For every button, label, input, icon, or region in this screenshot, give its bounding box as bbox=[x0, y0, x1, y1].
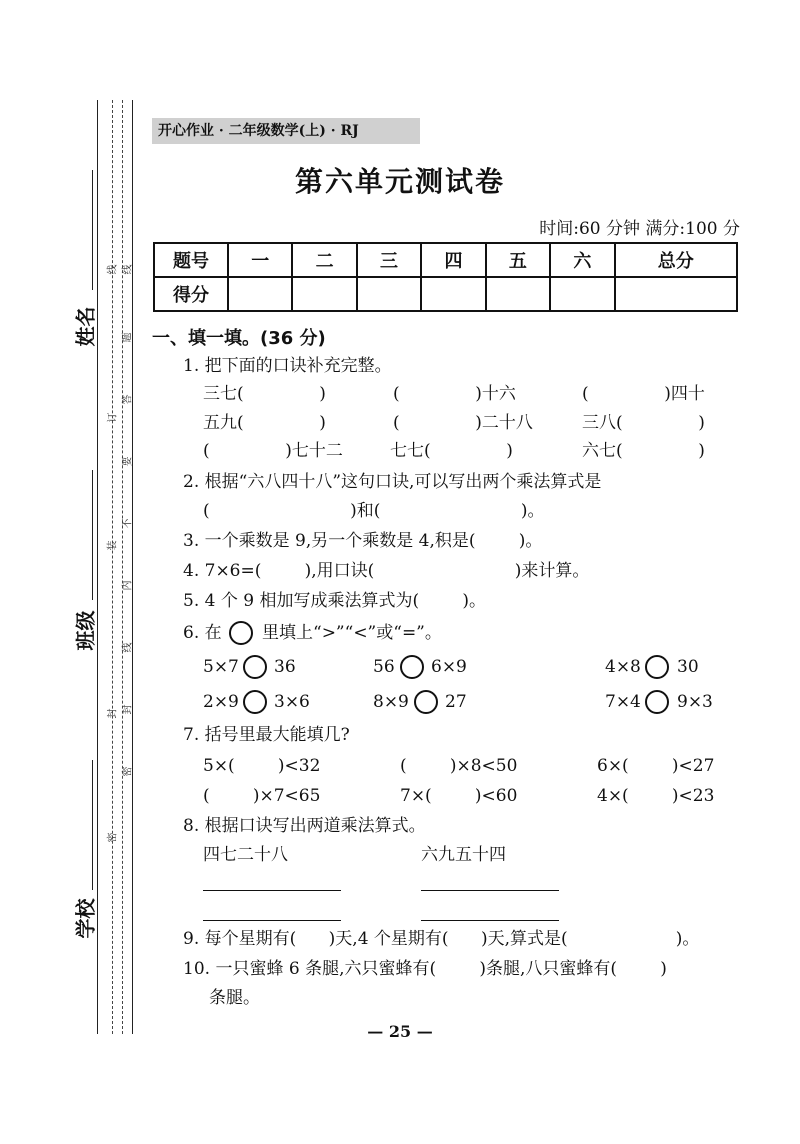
answer-line[interactable] bbox=[421, 920, 559, 921]
compare-circle[interactable] bbox=[645, 655, 669, 679]
question-7-prompt: 7. 括号里最大能填几? bbox=[183, 725, 350, 745]
seal-char: 封 bbox=[107, 708, 119, 719]
question-9[interactable]: 9. 每个星期有( )天,4 个星期有( )天,算式是( )。 bbox=[183, 929, 700, 949]
score-table-cell: 总分 bbox=[615, 243, 737, 277]
time-score-info: 时间:60 分钟 满分:100 分 bbox=[539, 219, 740, 239]
question-1-prompt: 1. 把下面的口诀补充完整。 bbox=[183, 356, 392, 376]
seal-char: 线 bbox=[122, 642, 134, 653]
question-10-line2: 条腿。 bbox=[209, 988, 260, 1008]
q8-rhyme-right: 六九五十四 bbox=[421, 845, 506, 865]
q7-blank[interactable]: 6×( )<27 bbox=[597, 756, 715, 776]
answer-line[interactable] bbox=[421, 890, 559, 891]
score-table-cell: 题号 bbox=[154, 243, 228, 277]
compare-left: 2×9 bbox=[203, 692, 239, 712]
seal-char: 内 bbox=[122, 580, 134, 591]
seal-char: 线 bbox=[122, 264, 134, 275]
score-table-score-row bbox=[154, 277, 737, 311]
q1-blank[interactable]: 三七( ) bbox=[203, 384, 326, 404]
q1-blank[interactable]: ( )二十八 bbox=[393, 413, 533, 433]
q7-blank[interactable]: ( )×7<65 bbox=[203, 786, 321, 806]
q2-blanks[interactable]: ( )和( )。 bbox=[203, 501, 545, 521]
answer-line[interactable] bbox=[203, 920, 341, 921]
question-6-prompt-b: 里填上“>”“<”或“=”。 bbox=[262, 623, 442, 643]
compare-right: 36 bbox=[274, 657, 296, 677]
compare-left: 7×4 bbox=[605, 692, 641, 712]
score-table-cell: 五 bbox=[486, 243, 550, 277]
seal-char: 线 bbox=[107, 264, 119, 275]
circle-icon bbox=[229, 621, 253, 645]
score-table-cell: 六 bbox=[550, 243, 614, 277]
q1-blank[interactable]: ( )七十二 bbox=[203, 441, 343, 461]
margin-line bbox=[97, 100, 98, 1034]
question-8-prompt: 8. 根据口诀写出两道乘法算式。 bbox=[183, 816, 426, 836]
q1-blank[interactable]: 七七( ) bbox=[390, 441, 513, 461]
compare-right: 30 bbox=[677, 657, 699, 677]
margin-line bbox=[132, 100, 133, 1034]
margin-dashed-line bbox=[112, 100, 113, 1034]
compare-circle[interactable] bbox=[243, 690, 267, 714]
q1-blank[interactable]: 三八( ) bbox=[582, 413, 705, 433]
q7-blank[interactable]: 5×( )<32 bbox=[203, 756, 321, 776]
score-input-cell[interactable] bbox=[228, 277, 292, 311]
name-label: 姓名 bbox=[73, 306, 98, 347]
q7-blank[interactable]: 4×( )<23 bbox=[597, 786, 715, 806]
seal-char: 装 bbox=[107, 540, 119, 551]
score-input-cell[interactable] bbox=[550, 277, 614, 311]
compare-circle[interactable] bbox=[645, 690, 669, 714]
seal-char: 题 bbox=[122, 332, 134, 343]
score-input-cell[interactable] bbox=[421, 277, 485, 311]
q1-blank[interactable]: ( )十六 bbox=[393, 384, 516, 404]
q7-blank[interactable]: 7×( )<60 bbox=[400, 786, 518, 806]
compare-circle[interactable] bbox=[243, 655, 267, 679]
question-3[interactable]: 3. 一个乘数是 9,另一个乘数是 4,积是( )。 bbox=[183, 531, 543, 551]
seal-char: 封 bbox=[122, 704, 134, 715]
q1-blank[interactable]: 六七( ) bbox=[582, 441, 705, 461]
compare-right: 3×6 bbox=[274, 692, 310, 712]
score-table-cell: 一 bbox=[228, 243, 292, 277]
seal-char: 密 bbox=[122, 766, 134, 777]
school-underline bbox=[92, 760, 94, 890]
compare-right: 27 bbox=[445, 692, 467, 712]
compare-circle[interactable] bbox=[414, 690, 438, 714]
score-table-cell: 三 bbox=[357, 243, 421, 277]
question-2-prompt: 2. 根据“六八四十八”这句口诀,可以写出两个乘法算式是 bbox=[183, 472, 602, 492]
score-input-cell[interactable] bbox=[486, 277, 550, 311]
compare-right: 9×3 bbox=[677, 692, 713, 712]
series-banner: 开心作业 · 二年级数学(上) · RJ bbox=[152, 118, 420, 144]
answer-line[interactable] bbox=[203, 890, 341, 891]
q1-blank[interactable]: 五九( ) bbox=[203, 413, 326, 433]
score-table-cell: 四 bbox=[421, 243, 485, 277]
compare-left: 5×7 bbox=[203, 657, 239, 677]
q8-rhyme-left: 四七二十八 bbox=[203, 845, 288, 865]
question-10-line1[interactable]: 10. 一只蜜蜂 6 条腿,六只蜜蜂有( )条腿,八只蜜蜂有( ) bbox=[183, 959, 667, 979]
seal-char: 密 bbox=[107, 832, 119, 843]
score-input-cell[interactable] bbox=[615, 277, 737, 311]
score-table bbox=[153, 242, 738, 312]
score-input-cell[interactable] bbox=[357, 277, 421, 311]
question-5[interactable]: 5. 4 个 9 相加写成乘法算式为( )。 bbox=[183, 591, 486, 611]
score-input-cell[interactable] bbox=[292, 277, 356, 311]
question-6-prompt-a: 6. 在 bbox=[183, 623, 222, 643]
score-table-cell: 二 bbox=[292, 243, 356, 277]
page-number: — 25 — bbox=[367, 1022, 433, 1041]
class-underline bbox=[92, 470, 94, 600]
score-row-label: 得分 bbox=[154, 277, 228, 311]
compare-right: 6×9 bbox=[431, 657, 467, 677]
seal-char: 答 bbox=[122, 394, 134, 405]
seal-char: 不 bbox=[122, 518, 134, 529]
score-table-header-row bbox=[154, 243, 737, 277]
page-title: 第六单元测试卷 bbox=[294, 165, 505, 198]
section-heading: 一、填一填。(36 分) bbox=[152, 328, 326, 349]
school-label: 学校 bbox=[73, 898, 98, 939]
class-label: 班级 bbox=[73, 610, 98, 651]
seal-char: 订 bbox=[107, 412, 119, 423]
compare-circle[interactable] bbox=[400, 655, 424, 679]
compare-left: 56 bbox=[373, 657, 395, 677]
q1-blank[interactable]: ( )四十 bbox=[582, 384, 705, 404]
compare-left: 4×8 bbox=[605, 657, 641, 677]
question-4[interactable]: 4. 7×6=( ),用口诀( )来计算。 bbox=[183, 561, 590, 581]
seal-char: 要 bbox=[122, 456, 134, 467]
compare-left: 8×9 bbox=[373, 692, 409, 712]
q7-blank[interactable]: ( )×8<50 bbox=[400, 756, 518, 776]
margin-dashed-line bbox=[122, 100, 123, 1034]
